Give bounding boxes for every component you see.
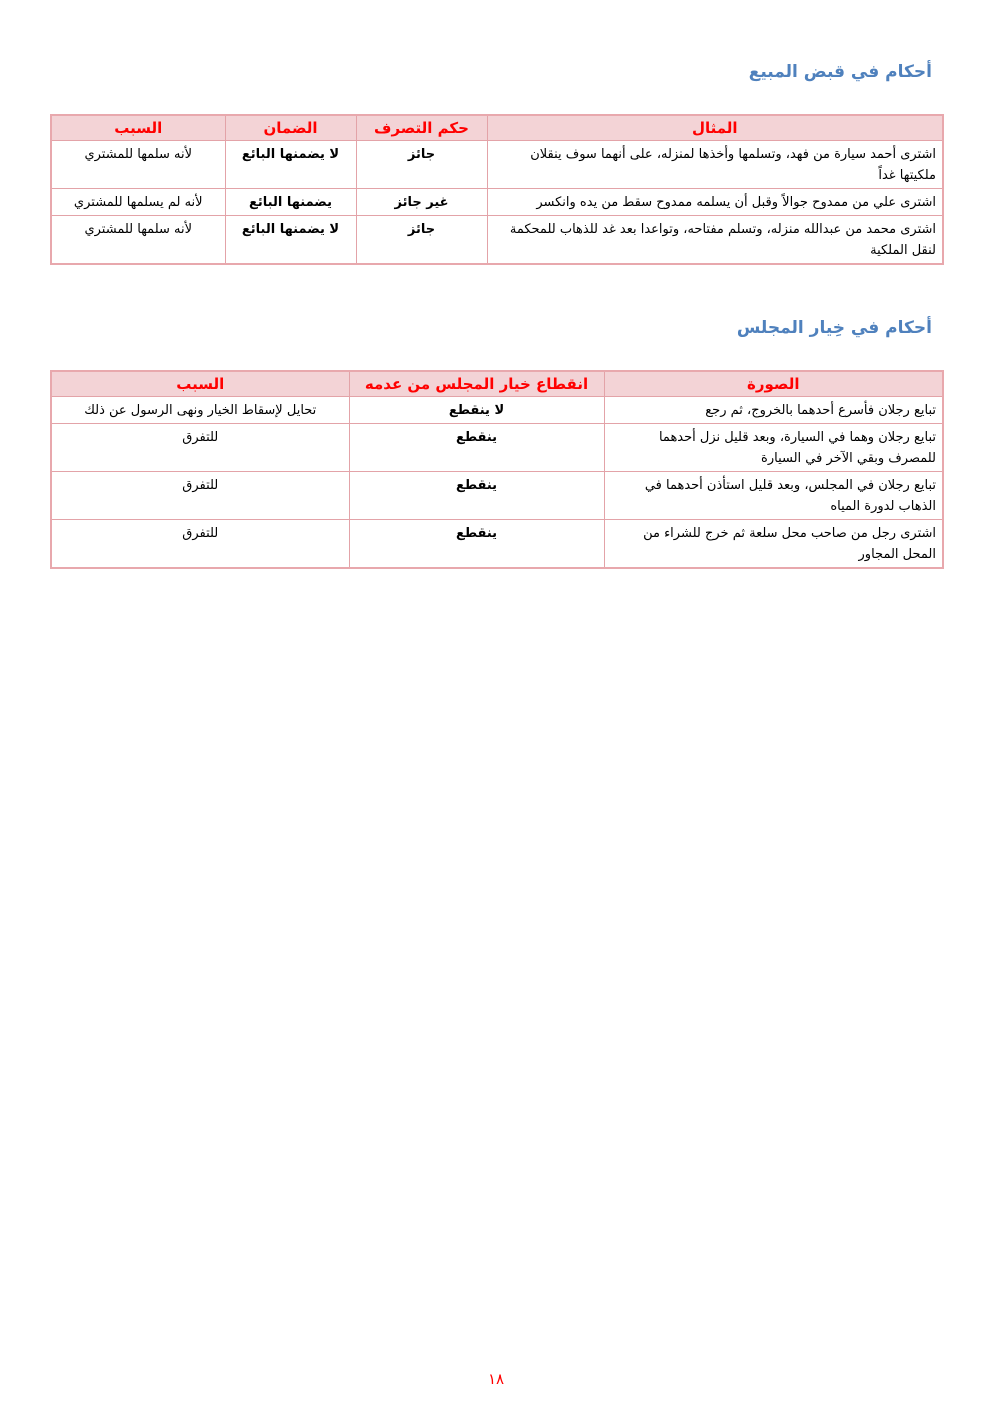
column-header-status: انقطاع خيار المجلس من عدمه [349, 371, 604, 397]
scenario-cell: تبايع رجلان وهما في السيارة، وبعد قليل نزل أحدهما للمصرف وبقي الآخر في السيارة [604, 424, 943, 472]
ruling-cell: جائز [356, 141, 487, 189]
table-row [51, 141, 943, 189]
ruling-cell: جائز [356, 216, 487, 265]
status-cell: ينقطع [349, 472, 604, 520]
column-header-reason: السبب [51, 371, 349, 397]
example-cell: اشترى محمد من عبدالله منزله، وتسلم مفتاحه، وتواعدا بعد غد للذهاب للمحكمة لنقل الملكية [487, 216, 943, 265]
table-row [51, 397, 943, 424]
reason-cell: لأنه سلمها للمشتري [51, 216, 225, 265]
column-header-example: المثال [487, 115, 943, 141]
guarantee-cell: لا يضمنها البائع [225, 216, 356, 265]
column-header-reason: السبب [51, 115, 225, 141]
table-row [51, 216, 943, 265]
example-cell: اشترى أحمد سيارة من فهد، وتسلمها وأخذها لمنزله، على أنهما سوف ينقلان ملكيتها غداً [487, 141, 943, 189]
table-row [51, 472, 943, 520]
guarantee-cell: يضمنها البائع [225, 189, 356, 216]
scenario-cell: تبايع رجلان فأسرع أحدهما بالخروج، ثم رجع [604, 397, 943, 424]
table-row [51, 424, 943, 472]
page-number: ١٨ [487, 1370, 505, 1388]
column-header-ruling: حكم التصرف [356, 115, 487, 141]
reason-cell: للتفرق [51, 424, 349, 472]
scenario-cell: تبايع رجلان في المجلس، وبعد قليل استأذن أحدهما في الذهاب لدورة المياه [604, 472, 943, 520]
section1-heading: أحكام في قبض المبيع [748, 62, 932, 82]
reason-cell: للتفرق [51, 472, 349, 520]
status-cell: ينقطع [349, 424, 604, 472]
table-row [51, 189, 943, 216]
table-row [51, 520, 943, 569]
section2-heading: أحكام في خِيار المجلس [736, 318, 932, 338]
reason-cell: لأنه سلمها للمشتري [51, 141, 225, 189]
reason-cell: للتفرق [51, 520, 349, 569]
table-header-row [51, 115, 943, 141]
status-cell: ينقطع [349, 520, 604, 569]
example-cell: اشترى علي من ممدوح جوالاً وقبل أن يسلمه ممدوح سقط من يده وانكسر [487, 189, 943, 216]
reason-cell: لأنه لم يسلمها للمشتري [51, 189, 225, 216]
scenario-cell: اشترى رجل من صاحب محل سلعة ثم خرج للشراء من المحل المجاور [604, 520, 943, 569]
session-option-table [50, 370, 944, 569]
sale-possession-table [50, 114, 944, 265]
status-cell: لا ينقطع [349, 397, 604, 424]
reason-cell: تحايل لإسقاط الخيار ونهى الرسول عن ذلك [51, 397, 349, 424]
column-header-guarantee: الضمان [225, 115, 356, 141]
ruling-cell: غير جائز [356, 189, 487, 216]
table-header-row [51, 371, 943, 397]
column-header-scenario: الصورة [604, 371, 943, 397]
guarantee-cell: لا يضمنها البائع [225, 141, 356, 189]
